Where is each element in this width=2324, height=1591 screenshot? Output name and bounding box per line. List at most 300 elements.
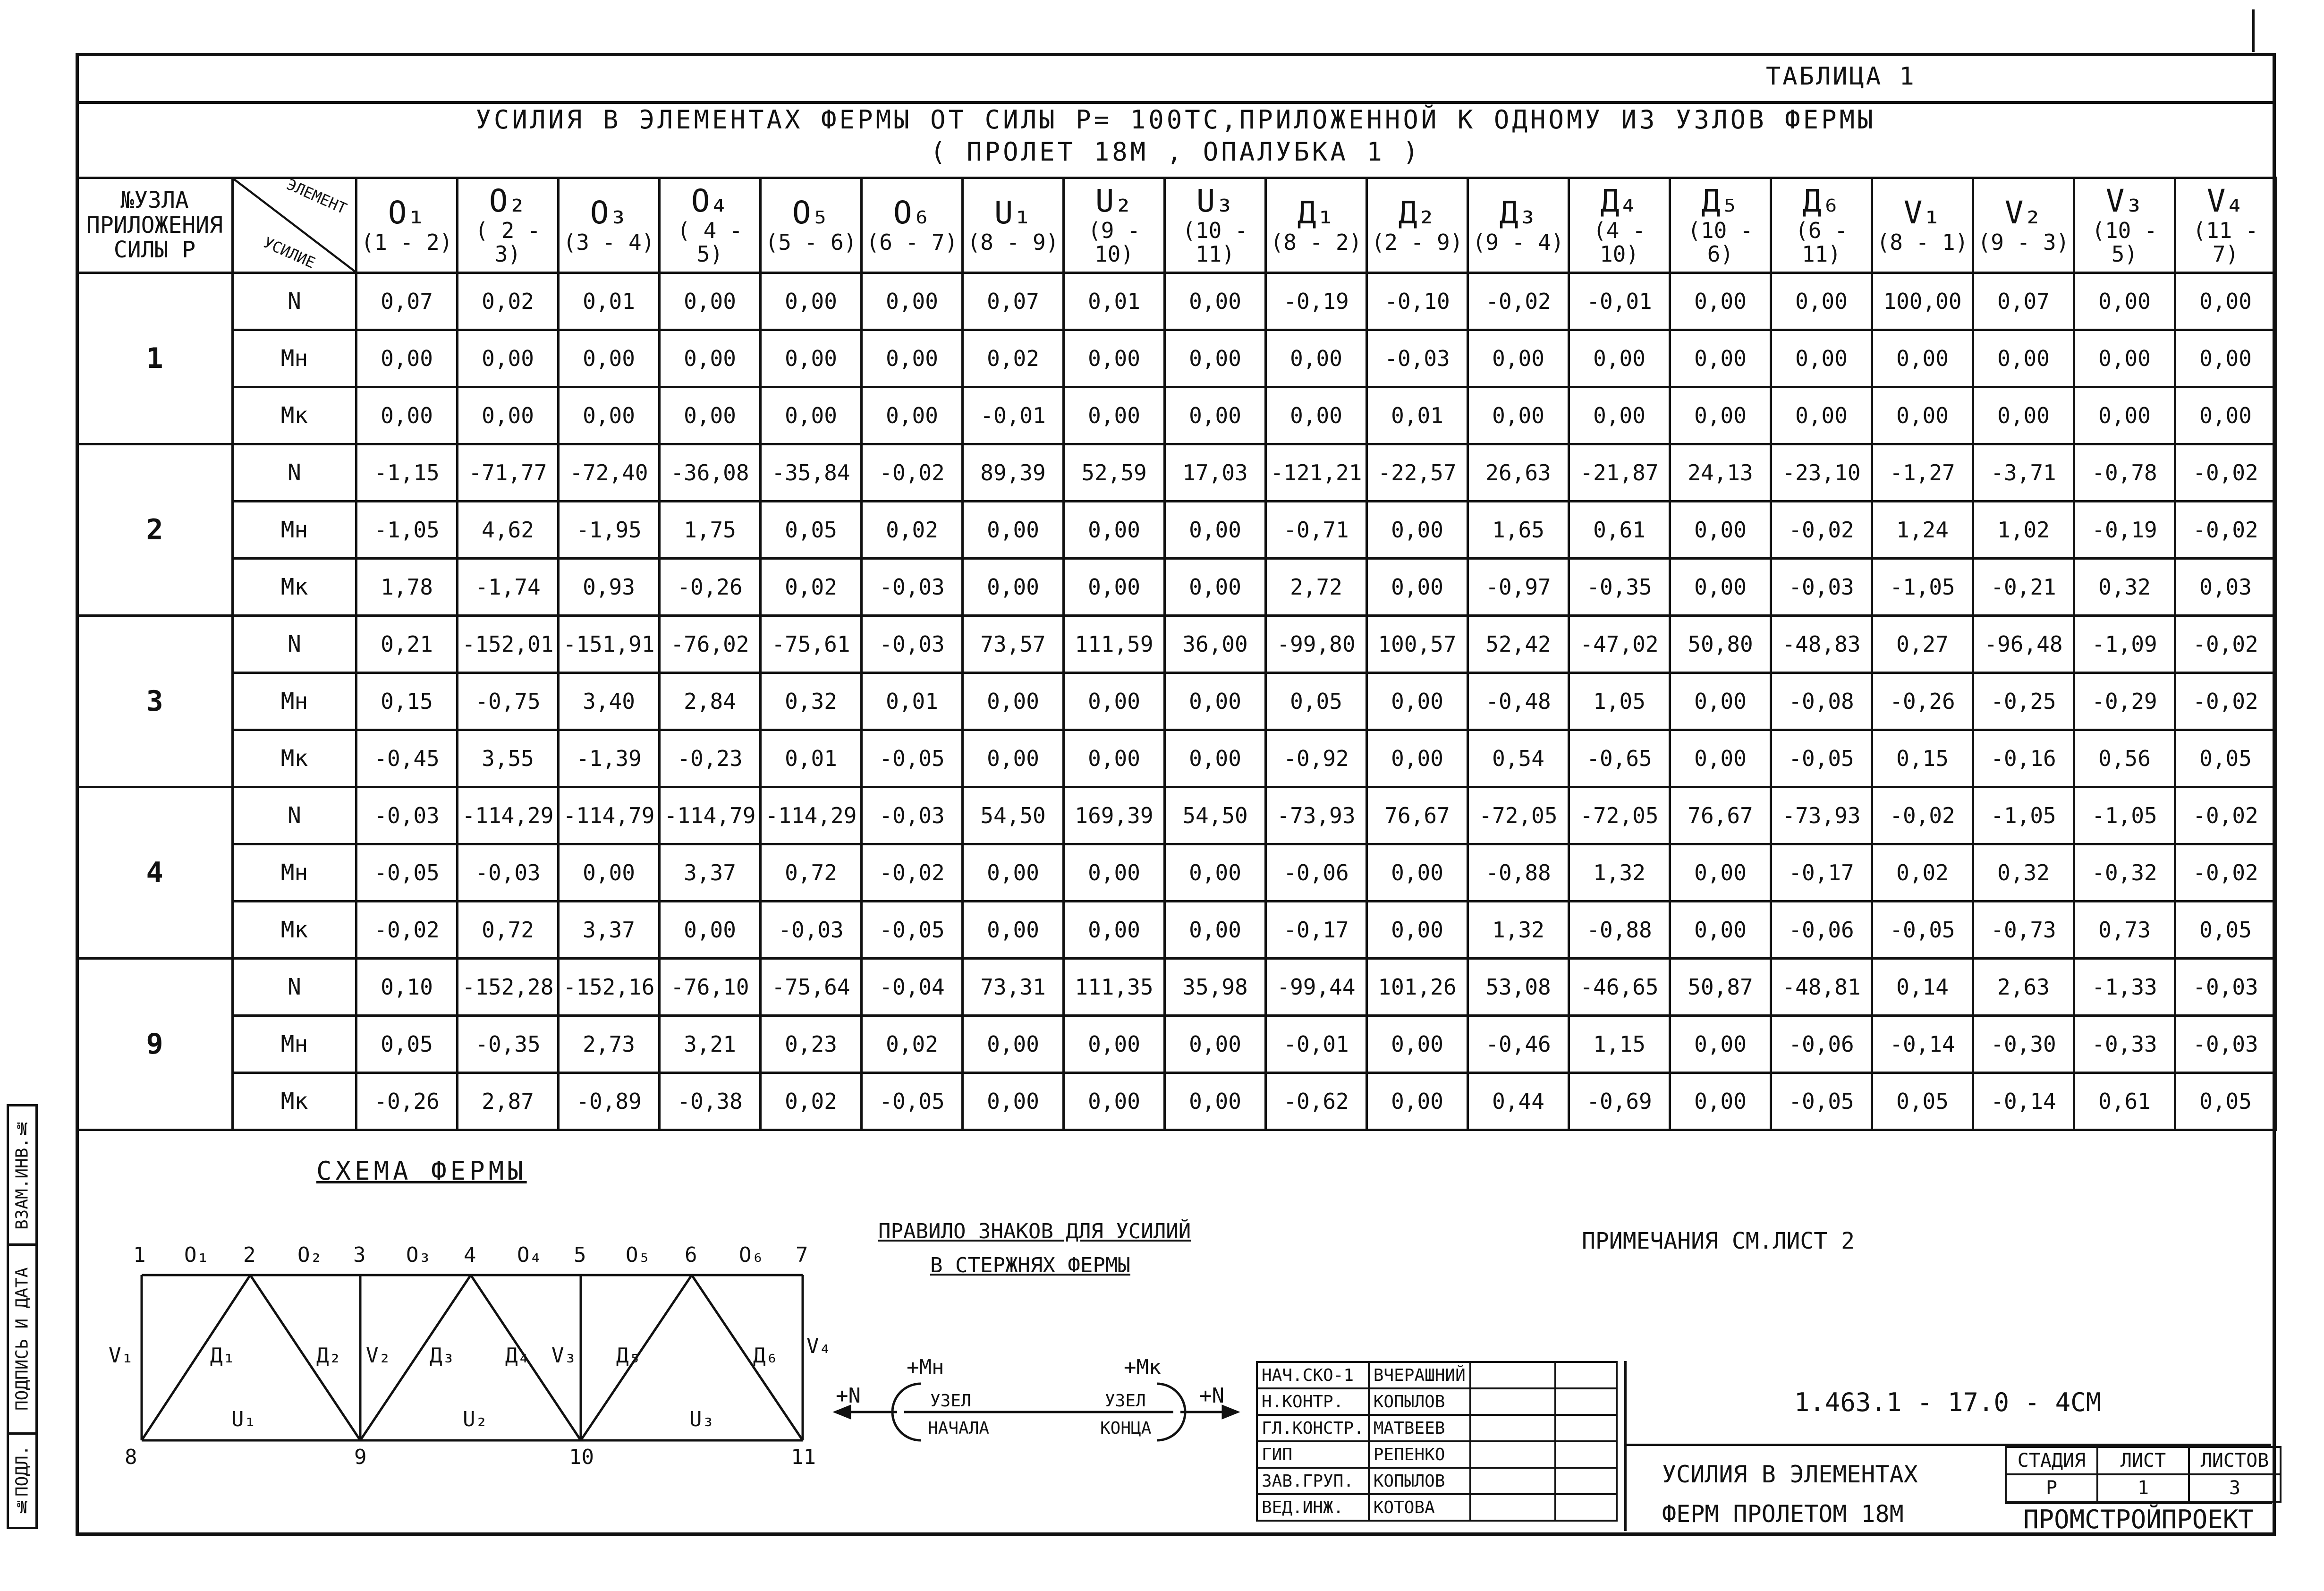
value-cell: -152,01 bbox=[458, 616, 559, 673]
signature-role: ЗАВ.ГРУП. bbox=[1257, 1468, 1369, 1494]
element-column-header bbox=[458, 178, 559, 273]
value-cell: 0,00 bbox=[963, 1073, 1064, 1130]
value-cell: 0,00 bbox=[1064, 730, 1165, 787]
value-cell: -0,05 bbox=[1872, 902, 1973, 959]
top-node-label: 6 bbox=[685, 1243, 697, 1267]
corner-force-label: УСИЛИЕ bbox=[261, 233, 318, 272]
value-cell: 0,01 bbox=[1367, 387, 1468, 444]
bottom-node-label: 8 bbox=[125, 1445, 137, 1469]
value-cell: -0,71 bbox=[1266, 502, 1367, 559]
value-cell: -0,02 bbox=[2175, 502, 2276, 559]
signatures-body bbox=[1257, 1362, 1617, 1521]
value-cell: -23,10 bbox=[1771, 444, 1872, 502]
value-cell: 3,37 bbox=[660, 844, 761, 902]
value-cell: -0,45 bbox=[356, 730, 458, 787]
margin-tick bbox=[2252, 9, 2255, 52]
bottom-chord-label: U₃ bbox=[689, 1407, 714, 1431]
date-cell bbox=[1555, 1415, 1617, 1441]
value-cell: -0,05 bbox=[1771, 730, 1872, 787]
value-cell: 89,39 bbox=[963, 444, 1064, 502]
value-cell: -0,05 bbox=[862, 902, 963, 959]
table-caption: ТАБЛИЦА 1 bbox=[1766, 62, 1916, 91]
value-cell: 0,00 bbox=[963, 844, 1064, 902]
element-code: V₃ bbox=[2105, 183, 2144, 220]
value-cell: 0,05 bbox=[356, 1016, 458, 1073]
value-cell: -0,01 bbox=[1569, 273, 1670, 330]
value-cell: 0,00 bbox=[1367, 502, 1468, 559]
top-chord-label: O₁ bbox=[184, 1243, 209, 1267]
element-code: Д₃ bbox=[1499, 195, 1537, 231]
value-cell: 0,00 bbox=[1771, 330, 1872, 387]
top-node-label: 4 bbox=[464, 1243, 476, 1267]
value-cell: 0,00 bbox=[1165, 559, 1266, 616]
end-node-label: УЗЕЛ bbox=[1105, 1391, 1146, 1411]
drawing-title-line: УСИЛИЯ В ЭЛЕМЕНТАХ bbox=[1662, 1461, 1918, 1488]
value-cell: 0,00 bbox=[963, 902, 1064, 959]
value-cell: -76,02 bbox=[660, 616, 761, 673]
element-code: U₃ bbox=[1196, 183, 1234, 220]
table-row bbox=[77, 959, 2276, 1016]
drawing-title bbox=[1662, 1455, 2011, 1534]
value-cell: 0,00 bbox=[1064, 673, 1165, 730]
forces-table bbox=[76, 177, 2277, 1131]
value-cell: -0,03 bbox=[862, 616, 963, 673]
element-code: U₁ bbox=[994, 195, 1032, 231]
value-cell: -1,33 bbox=[2074, 959, 2175, 1016]
element-column-header bbox=[1064, 178, 1165, 273]
table-row bbox=[77, 616, 2276, 673]
value-cell: 0,00 bbox=[862, 273, 963, 330]
value-cell: -71,77 bbox=[458, 444, 559, 502]
right-force-label: +N bbox=[1199, 1384, 1224, 1408]
node-column-header: №УЗЛА ПРИЛОЖЕНИЯ СИЛЫ P bbox=[77, 178, 233, 273]
value-cell: -99,44 bbox=[1266, 959, 1367, 1016]
left-arrowhead bbox=[836, 1406, 850, 1418]
value-cell: 0,54 bbox=[1468, 730, 1569, 787]
force-type-cell: Mн bbox=[233, 330, 356, 387]
value-cell: -0,32 bbox=[2074, 844, 2175, 902]
element-node-pair: ( 4 - 5) bbox=[677, 217, 743, 267]
value-cell: 3,21 bbox=[660, 1016, 761, 1073]
corner-element-label: ЭЛЕМЕНТ bbox=[284, 175, 350, 218]
value-cell: 0,00 bbox=[2175, 273, 2276, 330]
forces-body bbox=[77, 273, 2276, 1130]
value-cell: 0,00 bbox=[1670, 902, 1771, 959]
value-cell: 100,00 bbox=[1872, 273, 1973, 330]
element-node-pair: (6 - 11) bbox=[1795, 217, 1848, 267]
table-row bbox=[77, 387, 2276, 444]
table-row bbox=[77, 273, 2276, 330]
value-cell: -0,02 bbox=[2175, 844, 2276, 902]
handwritten-signature bbox=[1470, 1415, 1555, 1441]
end-moment-label: +Mк bbox=[1124, 1355, 1162, 1379]
table-header-row bbox=[77, 178, 2276, 273]
top-chord-label: O₄ bbox=[517, 1243, 542, 1267]
signature-name: МАТВЕЕВ bbox=[1369, 1415, 1470, 1441]
value-cell: -0,65 bbox=[1569, 730, 1670, 787]
value-cell: -0,05 bbox=[356, 844, 458, 902]
element-column-header bbox=[1670, 178, 1771, 273]
element-code: V₂ bbox=[2004, 195, 2043, 231]
value-cell: 2,63 bbox=[1973, 959, 2074, 1016]
value-cell: -1,05 bbox=[2074, 787, 2175, 844]
value-cell: 0,05 bbox=[2175, 730, 2276, 787]
element-code: Д₂ bbox=[1398, 195, 1436, 231]
value-cell: 17,03 bbox=[1165, 444, 1266, 502]
value-cell: -21,87 bbox=[1569, 444, 1670, 502]
table-row bbox=[77, 444, 2276, 502]
value-cell: 2,84 bbox=[660, 673, 761, 730]
value-cell: 0,05 bbox=[2175, 1073, 2276, 1130]
value-cell: -73,93 bbox=[1771, 787, 1872, 844]
value-cell: -0,02 bbox=[2175, 787, 2276, 844]
value-cell: 0,00 bbox=[1165, 844, 1266, 902]
signature-role: ГЛ.КОНСТР. bbox=[1257, 1415, 1369, 1441]
element-column-header bbox=[1468, 178, 1569, 273]
value-cell: 0,00 bbox=[963, 559, 1064, 616]
value-cell: 0,00 bbox=[1670, 673, 1771, 730]
value-cell: 1,05 bbox=[1569, 673, 1670, 730]
vertical-label: V₄ bbox=[806, 1334, 831, 1358]
value-cell: -121,21 bbox=[1266, 444, 1367, 502]
value-cell: 0,00 bbox=[1670, 273, 1771, 330]
sheet-label: ЛИСТ bbox=[2097, 1447, 2189, 1474]
value-cell: -1,05 bbox=[356, 502, 458, 559]
element-column-header bbox=[356, 178, 458, 273]
element-node-pair: (10 - 6) bbox=[1688, 217, 1753, 267]
sign-rule-diagram bbox=[822, 1341, 1247, 1473]
value-cell: 0,03 bbox=[2175, 559, 2276, 616]
value-cell: 73,31 bbox=[963, 959, 1064, 1016]
value-cell: -0,02 bbox=[2175, 673, 2276, 730]
element-code: V₁ bbox=[1903, 195, 1942, 231]
value-cell: -0,38 bbox=[660, 1073, 761, 1130]
value-cell: 76,67 bbox=[1670, 787, 1771, 844]
value-cell: 0,00 bbox=[1670, 502, 1771, 559]
value-cell: 0,01 bbox=[761, 730, 862, 787]
value-cell: -1,09 bbox=[2074, 616, 2175, 673]
value-cell: -0,02 bbox=[1771, 502, 1872, 559]
value-cell: 0,07 bbox=[1973, 273, 2074, 330]
signature-name: РЕПЕНКО bbox=[1369, 1441, 1470, 1468]
table-row bbox=[77, 559, 2276, 616]
value-cell: 0,00 bbox=[2175, 387, 2276, 444]
top-node-label: 3 bbox=[353, 1243, 366, 1267]
diagonal-label: Д₂ bbox=[316, 1344, 341, 1368]
truss-scheme bbox=[90, 1218, 831, 1483]
value-cell: -0,02 bbox=[862, 444, 963, 502]
element-node-pair: (9 - 10) bbox=[1088, 217, 1140, 267]
value-cell: 0,44 bbox=[1468, 1073, 1569, 1130]
value-cell: 0,73 bbox=[2074, 902, 2175, 959]
value-cell: 0,00 bbox=[1064, 330, 1165, 387]
top-chord-label: O₂ bbox=[297, 1243, 322, 1267]
vertical-label: V₃ bbox=[551, 1344, 577, 1368]
force-type-cell: Mн bbox=[233, 1016, 356, 1073]
signature-row bbox=[1257, 1415, 1617, 1441]
value-cell: -0,69 bbox=[1569, 1073, 1670, 1130]
value-cell: 0,00 bbox=[1165, 330, 1266, 387]
value-cell: -1,95 bbox=[559, 502, 660, 559]
value-cell: 0,72 bbox=[458, 902, 559, 959]
value-cell: 0,00 bbox=[458, 330, 559, 387]
value-cell: 0,00 bbox=[1468, 330, 1569, 387]
value-cell: -72,05 bbox=[1468, 787, 1569, 844]
diagonal-label: Д₁ bbox=[210, 1344, 235, 1368]
signature-row bbox=[1257, 1468, 1617, 1494]
value-cell: -48,83 bbox=[1771, 616, 1872, 673]
diagonal-label: Д₅ bbox=[616, 1344, 641, 1368]
value-cell: -0,03 bbox=[862, 559, 963, 616]
element-node-pair: (8 - 9) bbox=[967, 230, 1059, 255]
start-moment-label: +Mн bbox=[907, 1355, 944, 1379]
top-chord-label: O₅ bbox=[626, 1243, 651, 1267]
value-cell: 76,67 bbox=[1367, 787, 1468, 844]
value-cell: 0,23 bbox=[761, 1016, 862, 1073]
value-cell: -0,03 bbox=[356, 787, 458, 844]
value-cell: 0,00 bbox=[660, 330, 761, 387]
stage-label: СТАДИЯ bbox=[2006, 1447, 2097, 1474]
signature-row bbox=[1257, 1388, 1617, 1415]
value-cell: 0,00 bbox=[1367, 1016, 1468, 1073]
value-cell: -0,88 bbox=[1569, 902, 1670, 959]
value-cell: 0,00 bbox=[963, 502, 1064, 559]
drawing-title-line: ФЕРМ ПРОЛЕТОМ 18М bbox=[1662, 1500, 1904, 1528]
value-cell: 0,00 bbox=[1670, 387, 1771, 444]
value-cell: 0,00 bbox=[1670, 730, 1771, 787]
signature-row bbox=[1257, 1494, 1617, 1521]
value-cell: 0,00 bbox=[2074, 387, 2175, 444]
signature-row bbox=[1257, 1362, 1617, 1388]
value-cell: 0,00 bbox=[1266, 330, 1367, 387]
value-cell: -0,01 bbox=[1266, 1016, 1367, 1073]
value-cell: -46,65 bbox=[1569, 959, 1670, 1016]
value-cell: 0,00 bbox=[458, 387, 559, 444]
force-type-cell: Mк bbox=[233, 730, 356, 787]
value-cell: 0,00 bbox=[963, 1016, 1064, 1073]
element-force-corner bbox=[233, 175, 356, 273]
value-cell: 0,00 bbox=[1266, 387, 1367, 444]
element-column-header bbox=[1872, 178, 1973, 273]
value-cell: -0,01 bbox=[963, 387, 1064, 444]
sign-rule-subtitle: В СТЕРЖНЯХ ФЕРМЫ bbox=[930, 1253, 1130, 1277]
value-cell: 0,05 bbox=[1266, 673, 1367, 730]
value-cell: 0,00 bbox=[862, 330, 963, 387]
value-cell: 0,00 bbox=[660, 902, 761, 959]
value-cell: -0,29 bbox=[2074, 673, 2175, 730]
value-cell: -1,39 bbox=[559, 730, 660, 787]
value-cell: 111,59 bbox=[1064, 616, 1165, 673]
element-node-pair: (1 - 2) bbox=[361, 230, 453, 255]
value-cell: 0,61 bbox=[2074, 1073, 2175, 1130]
value-cell: -114,29 bbox=[458, 787, 559, 844]
node-number-cell: 1 bbox=[77, 273, 233, 444]
element-code: O₄ bbox=[691, 183, 729, 220]
element-column-header bbox=[1367, 178, 1468, 273]
force-type-cell: N bbox=[233, 444, 356, 502]
force-type-cell: Mн bbox=[233, 844, 356, 902]
stage-header-row bbox=[2006, 1447, 2281, 1474]
value-cell: 0,00 bbox=[1064, 387, 1165, 444]
value-cell: -152,16 bbox=[559, 959, 660, 1016]
value-cell: 0,00 bbox=[1165, 1073, 1266, 1130]
value-cell: -0,02 bbox=[1468, 273, 1569, 330]
value-cell: 0,00 bbox=[963, 673, 1064, 730]
signature-name: КОПЫЛОВ bbox=[1369, 1468, 1470, 1494]
force-type-cell: Mк bbox=[233, 1073, 356, 1130]
value-cell: -0,03 bbox=[2175, 959, 2276, 1016]
value-cell: 0,01 bbox=[559, 273, 660, 330]
organization-name: ПРОМСТРОЙПРОЕКТ bbox=[2005, 1502, 2272, 1535]
signature-role: ВЕД.ИНЖ. bbox=[1257, 1494, 1369, 1521]
value-cell: 0,10 bbox=[356, 959, 458, 1016]
value-cell: 0,21 bbox=[356, 616, 458, 673]
value-cell: -0,48 bbox=[1468, 673, 1569, 730]
value-cell: 4,62 bbox=[458, 502, 559, 559]
signature-role: ГИП bbox=[1257, 1441, 1369, 1468]
top-node-label: 1 bbox=[133, 1243, 146, 1267]
table-row bbox=[77, 902, 2276, 959]
value-cell: 3,55 bbox=[458, 730, 559, 787]
element-column-header bbox=[1771, 178, 1872, 273]
value-cell: 52,42 bbox=[1468, 616, 1569, 673]
table-row bbox=[77, 330, 2276, 387]
value-cell: 50,80 bbox=[1670, 616, 1771, 673]
value-cell: 0,00 bbox=[356, 330, 458, 387]
stage-value: Р bbox=[2006, 1474, 2097, 1502]
value-cell: 0,01 bbox=[862, 673, 963, 730]
sign-rule-title: ПРАВИЛО ЗНАКОВ ДЛЯ УСИЛИЙ bbox=[878, 1219, 1191, 1243]
table-row bbox=[77, 844, 2276, 902]
value-cell: 0,00 bbox=[1670, 330, 1771, 387]
element-node-pair: (9 - 4) bbox=[1472, 230, 1564, 255]
value-cell: 0,32 bbox=[761, 673, 862, 730]
sign-rule-arrows bbox=[836, 1384, 1237, 1440]
force-type-cell: Mк bbox=[233, 387, 356, 444]
value-cell: 0,93 bbox=[559, 559, 660, 616]
value-cell: -47,02 bbox=[1569, 616, 1670, 673]
element-node-pair: (10 - 5) bbox=[2092, 217, 2157, 267]
value-cell: -0,30 bbox=[1973, 1016, 2074, 1073]
value-cell: -151,91 bbox=[559, 616, 660, 673]
table-row bbox=[77, 787, 2276, 844]
value-cell: -0,21 bbox=[1973, 559, 2074, 616]
value-cell: -0,75 bbox=[458, 673, 559, 730]
value-cell: 0,00 bbox=[1165, 730, 1266, 787]
value-cell: 53,08 bbox=[1468, 959, 1569, 1016]
value-cell: 0,00 bbox=[761, 387, 862, 444]
date-cell bbox=[1555, 1468, 1617, 1494]
value-cell: -22,57 bbox=[1367, 444, 1468, 502]
value-cell: -1,15 bbox=[356, 444, 458, 502]
value-cell: -0,33 bbox=[2074, 1016, 2175, 1073]
signature-name: ВЧЕРАШНИЙ bbox=[1369, 1362, 1470, 1388]
element-node-pair: ( 2 - 3) bbox=[475, 217, 541, 267]
force-type-cell: Mн bbox=[233, 673, 356, 730]
value-cell: 0,02 bbox=[963, 330, 1064, 387]
bottom-node-label: 10 bbox=[569, 1445, 594, 1469]
value-cell: 0,00 bbox=[1670, 1073, 1771, 1130]
value-cell: 0,00 bbox=[1064, 844, 1165, 902]
value-cell: -48,81 bbox=[1771, 959, 1872, 1016]
value-cell: 2,87 bbox=[458, 1073, 559, 1130]
right-arrowhead bbox=[1223, 1406, 1237, 1418]
signature-role: Н.КОНТР. bbox=[1257, 1388, 1369, 1415]
value-cell: 1,15 bbox=[1569, 1016, 1670, 1073]
value-cell: 0,32 bbox=[2074, 559, 2175, 616]
vertical-label: V₁ bbox=[109, 1344, 134, 1368]
node-number-cell: 9 bbox=[77, 959, 233, 1130]
value-cell: -0,06 bbox=[1266, 844, 1367, 902]
top-chord-label: O₃ bbox=[406, 1243, 431, 1267]
value-cell: 0,00 bbox=[1569, 330, 1670, 387]
value-cell: -114,79 bbox=[559, 787, 660, 844]
value-cell: 0,00 bbox=[1165, 1016, 1266, 1073]
force-type-cell: N bbox=[233, 273, 356, 330]
value-cell: -0,05 bbox=[862, 1073, 963, 1130]
value-cell: -0,35 bbox=[458, 1016, 559, 1073]
value-cell: 101,26 bbox=[1367, 959, 1468, 1016]
value-cell: -0,89 bbox=[559, 1073, 660, 1130]
value-cell: 0,15 bbox=[1872, 730, 1973, 787]
value-cell: -0,78 bbox=[2074, 444, 2175, 502]
date-cell bbox=[1555, 1441, 1617, 1468]
element-node-pair: (3 - 4) bbox=[563, 230, 655, 255]
strip-signature-date: ПОДПИСЬ И ДАТА bbox=[7, 1246, 38, 1435]
value-cell: -0,03 bbox=[458, 844, 559, 902]
value-cell: 0,00 bbox=[1064, 1073, 1165, 1130]
value-cell: 0,02 bbox=[761, 559, 862, 616]
value-cell: 0,56 bbox=[2074, 730, 2175, 787]
value-cell: 26,63 bbox=[1468, 444, 1569, 502]
element-column-header bbox=[1973, 178, 2074, 273]
handwritten-signature bbox=[1470, 1362, 1555, 1388]
table-row bbox=[77, 730, 2276, 787]
force-type-cell: N bbox=[233, 787, 356, 844]
value-cell: -0,26 bbox=[1872, 673, 1973, 730]
element-column-header bbox=[2175, 178, 2276, 273]
value-cell: 0,02 bbox=[862, 502, 963, 559]
value-cell: -0,88 bbox=[1468, 844, 1569, 902]
element-code: Д₅ bbox=[1701, 183, 1739, 220]
value-cell: -0,35 bbox=[1569, 559, 1670, 616]
value-cell: 0,00 bbox=[1872, 387, 1973, 444]
table-title: УСИЛИЯ В ЭЛЕМЕНТАХ ФЕРМЫ ОТ СИЛЫ P= 100ТС,ПРИЛОЖЕННОЙ К ОДНОМУ ИЗ УЗЛОВ ФЕРМЫ bbox=[475, 105, 1876, 135]
table-row bbox=[77, 502, 2276, 559]
value-cell: 0,07 bbox=[963, 273, 1064, 330]
element-code: Д₄ bbox=[1600, 183, 1638, 220]
table-row bbox=[77, 1073, 2276, 1130]
diagonal-label: Д₄ bbox=[505, 1344, 530, 1368]
handwritten-signature bbox=[1470, 1494, 1555, 1521]
value-cell: 0,00 bbox=[1367, 673, 1468, 730]
value-cell: 0,00 bbox=[1670, 559, 1771, 616]
value-cell: -0,03 bbox=[2175, 1016, 2276, 1073]
value-cell: 0,02 bbox=[458, 273, 559, 330]
drawing-code: 1.463.1 - 17.0 - 4СМ bbox=[1624, 1361, 2271, 1446]
signature-name: КОТОВА bbox=[1369, 1494, 1470, 1521]
value-cell: 169,39 bbox=[1064, 787, 1165, 844]
handwritten-signature bbox=[1470, 1468, 1555, 1494]
value-cell: 36,00 bbox=[1165, 616, 1266, 673]
top-chord-label: O₆ bbox=[739, 1243, 764, 1267]
table-row bbox=[77, 1016, 2276, 1073]
force-type-cell: Mк bbox=[233, 902, 356, 959]
value-cell: -1,05 bbox=[1973, 787, 2074, 844]
value-cell: 0,00 bbox=[1771, 273, 1872, 330]
element-column-header bbox=[1266, 178, 1367, 273]
value-cell: 0,05 bbox=[761, 502, 862, 559]
